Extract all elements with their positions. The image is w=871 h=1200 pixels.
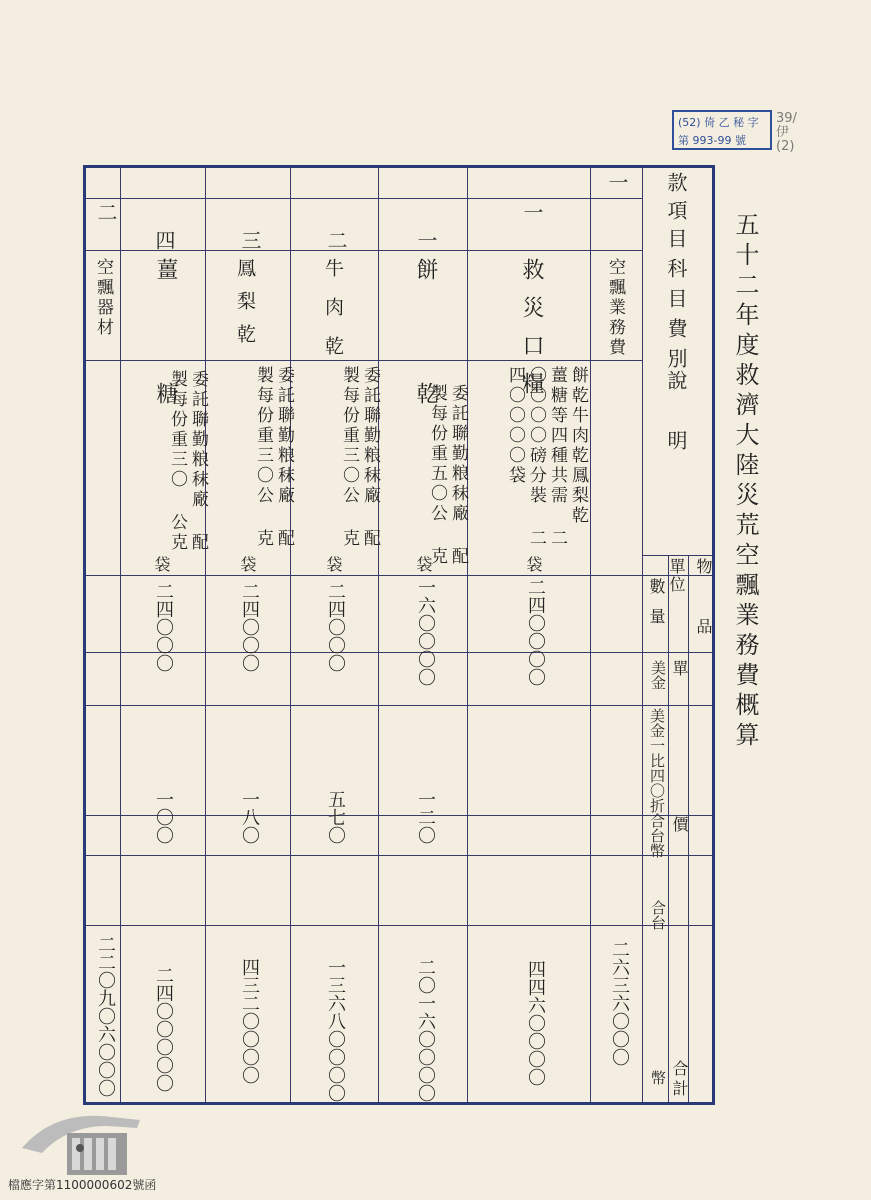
row5-price: 一八〇 — [239, 790, 260, 844]
col-line — [378, 168, 379, 1102]
row5-name: 鳳梨乾 — [234, 258, 256, 357]
row3-quantity: 一六〇〇〇〇 — [415, 578, 436, 686]
row2-total: 四四六〇〇〇〇 — [525, 960, 546, 1086]
header-ntd: 幣 — [649, 1070, 667, 1085]
row2-xiang: 一 — [520, 202, 544, 222]
row3-unit: 袋 — [414, 556, 433, 572]
archive-reference: 檔應字第1100000602號函 — [8, 1178, 157, 1192]
row6-mu: 四 — [152, 230, 176, 250]
header-kuan: 款 — [664, 172, 688, 202]
row4-mu: 二 — [324, 230, 348, 250]
stamp-line-1: (52) 倚 乙 秘 字 — [678, 116, 759, 129]
row-line — [642, 555, 712, 556]
row5-quantity: 二四〇〇〇 — [239, 582, 260, 672]
header-unit-price: 單價 — [670, 660, 689, 972]
row4-total: 一三六八〇〇〇〇 — [325, 958, 346, 1102]
row-line — [86, 855, 712, 856]
col-line — [642, 168, 643, 1102]
row7-xiang: 二 — [94, 202, 118, 222]
row6-description: 委託聯勤粮秣廠 配製每份重三〇 公克 — [167, 370, 208, 553]
col-line — [467, 168, 468, 1102]
row-line — [86, 925, 712, 926]
row6-unit: 袋 — [152, 556, 171, 572]
row1-total: 二六三六〇〇〇 — [609, 940, 630, 1066]
row-line — [86, 575, 712, 576]
row3-total: 二〇一六〇〇〇〇 — [415, 958, 436, 1102]
col-line — [590, 168, 591, 1102]
archive-logo — [12, 1108, 142, 1178]
row6-quantity: 二四〇〇〇 — [153, 582, 174, 672]
row3-mu: 一 — [414, 230, 438, 250]
row-line — [86, 815, 712, 816]
archive-stamp — [672, 110, 772, 150]
row2-name: 救災口糧 — [519, 258, 544, 410]
header-xiang: 項 — [664, 200, 688, 230]
row-line — [86, 198, 642, 199]
col-line — [205, 168, 206, 1102]
row2-quantity: 二四〇〇〇〇 — [525, 578, 546, 686]
row-line — [86, 250, 642, 251]
row5-total: 四三二〇〇〇〇 — [239, 958, 260, 1084]
header-price-note: 美金一比四〇折合台幣 — [648, 708, 666, 858]
row3-name: 餅 乾 — [413, 258, 438, 444]
row4-description: 委託聯勤粮秣廠 配製每份重三〇公 克 — [339, 366, 380, 549]
row6-price: 一〇〇 — [153, 790, 174, 844]
row1-kuan: 一 — [605, 172, 629, 192]
row2-unit: 袋 — [524, 556, 543, 572]
header-category: 科目費別 — [664, 258, 688, 378]
row7-name: 空飄器材 — [93, 258, 113, 338]
header-items: 物 品 — [694, 558, 713, 648]
stamp-line-2: 第 993-99 號 — [678, 134, 746, 147]
row7-total: 二二〇九〇六〇〇〇 — [95, 935, 116, 1097]
header-total: 合計 — [670, 1060, 689, 1100]
row2-description: 餅乾牛肉乾鳳梨乾 薑糖等四種共需 二〇〇〇〇磅分裝 二四〇〇〇〇袋 — [505, 366, 588, 549]
document-title: 五十二年度救濟大陸災荒空飄業務費概算 — [731, 212, 759, 752]
row5-description: 委託聯勤粮秣廠 配製每份重三〇公 克 — [253, 366, 294, 549]
col-line — [120, 168, 121, 1102]
row5-unit: 袋 — [238, 556, 257, 572]
row3-description: 委託聯勤粮秣廠 配製每份重五〇公 克 — [427, 384, 468, 567]
row1-name: 空飄業務費 — [605, 258, 625, 358]
row5-mu: 三 — [238, 230, 262, 250]
row-line — [86, 705, 712, 706]
row4-unit: 袋 — [324, 556, 343, 572]
row4-name: 牛肉乾 — [322, 258, 344, 375]
pencil-note: 39/伊(2) — [776, 111, 797, 154]
header-total-ntd: 合台 — [649, 900, 667, 930]
header-description: 說 明 — [664, 370, 688, 460]
header-quantity: 數量 — [647, 578, 666, 638]
header-unit: 單位 — [667, 558, 686, 594]
col-line — [290, 168, 291, 1102]
row6-name: 薑 糖 — [153, 258, 178, 444]
row4-price: 五七〇 — [325, 790, 346, 844]
row4-quantity: 二四〇〇〇 — [325, 582, 346, 672]
row6-total: 二四〇〇〇〇〇 — [153, 966, 174, 1092]
header-mu: 目 — [664, 228, 688, 258]
row-line — [86, 652, 712, 653]
row3-price: 一二〇 — [415, 790, 436, 844]
header-usd: 美金 — [649, 660, 667, 690]
